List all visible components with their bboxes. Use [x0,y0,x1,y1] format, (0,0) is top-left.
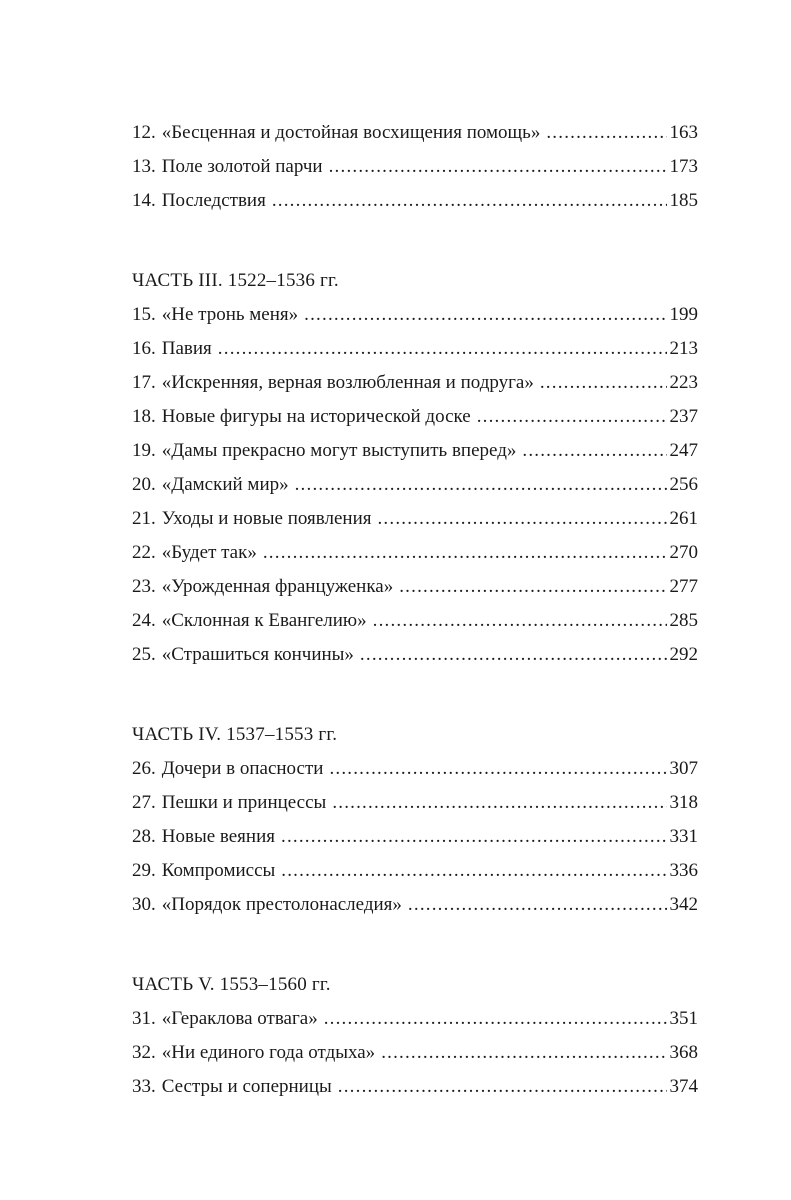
page-number: 307 [669,758,698,779]
chapter-number: 20. [132,474,156,495]
dot-leader [272,184,667,218]
chapter-title: Новые фигуры на исторической доске [161,406,471,427]
dot-leader [381,1036,666,1070]
chapter-number: 21. [132,508,156,529]
toc-entry[interactable] [132,638,698,672]
chapter-number: 32. [132,1042,156,1063]
toc-entry[interactable] [132,332,698,366]
chapter-number: 15. [132,304,156,325]
dot-leader [338,1070,667,1104]
chapter-title: «Дамы прекрасно могут выступить вперед» [161,440,517,461]
dot-leader [329,752,666,786]
chapter-number: 31. [132,1008,156,1029]
chapter-title: Пешки и принцессы [161,792,327,813]
chapter-title: «Урожденная француженка» [161,576,394,597]
toc-entry[interactable] [132,1036,698,1070]
chapter-title: Последствия [161,190,266,211]
chapter-number: 22. [132,542,156,563]
chapter-title: «Страшиться кончины» [161,644,354,665]
dot-leader [373,604,667,638]
toc-entry[interactable] [132,116,698,150]
toc-entry[interactable] [132,1070,698,1104]
part-heading: ЧАСТЬ V. 1553–1560 гг. [132,974,331,995]
chapter-number: 25. [132,644,156,665]
chapter-title: «Порядок престолонаследия» [161,894,402,915]
chapter-number: 27. [132,792,156,813]
part-heading: ЧАСТЬ III. 1522–1536 гг. [132,270,339,291]
toc-entry[interactable] [132,298,698,332]
page-number: 237 [669,406,698,427]
page-number: 199 [669,304,698,325]
chapter-title: Компромиссы [161,860,276,881]
toc-entry[interactable] [132,434,698,468]
dot-leader [263,536,667,570]
page-number: 331 [669,826,698,847]
chapter-title: «Не тронь меня» [161,304,299,325]
chapter-title: Павия [161,338,212,359]
dot-leader [399,570,666,604]
part-heading: ЧАСТЬ IV. 1537–1553 гг. [132,724,338,745]
toc-entry[interactable] [132,1002,698,1036]
page-number: 163 [669,122,698,143]
chapter-number: 23. [132,576,156,597]
page-number: 336 [669,860,698,881]
chapter-title: «Гераклова отвага» [161,1008,318,1029]
chapter-number: 28. [132,826,156,847]
page-number: 318 [669,792,698,813]
toc-entry[interactable] [132,502,698,536]
toc-part-3 [132,264,698,672]
page-number: 261 [669,508,698,529]
chapter-title: «Искренняя, верная возлюбленная и подруга» [161,372,534,393]
toc-entry[interactable] [132,536,698,570]
page-number: 213 [669,338,698,359]
toc-entry[interactable] [132,468,698,502]
page-number: 374 [669,1076,698,1097]
toc-entry[interactable] [132,400,698,434]
page-number: 256 [669,474,698,495]
dot-leader [295,468,667,502]
toc-entry[interactable] [132,752,698,786]
dot-leader [281,854,666,888]
chapter-title: Сестры и соперницы [161,1076,332,1097]
page-number: 368 [669,1042,698,1063]
chapter-number: 24. [132,610,156,631]
chapter-title: «Ни единого года отдыха» [161,1042,376,1063]
page-number: 285 [669,610,698,631]
page-number: 173 [669,156,698,177]
chapter-number: 30. [132,894,156,915]
dot-leader [546,116,666,150]
dot-leader [540,366,667,400]
toc-entry[interactable] [132,786,698,820]
dot-leader [329,150,667,184]
chapter-number: 17. [132,372,156,393]
dot-leader [218,332,667,366]
page-number: 351 [669,1008,698,1029]
toc-entry[interactable] [132,570,698,604]
toc-entry[interactable] [132,366,698,400]
chapter-title: Дочери в опасности [161,758,324,779]
chapter-title: Новые веяния [161,826,275,847]
chapter-number: 18. [132,406,156,427]
chapter-title: «Будет так» [161,542,257,563]
dot-leader [522,434,666,468]
chapter-number: 16. [132,338,156,359]
chapter-number: 29. [132,860,156,881]
toc-entry[interactable] [132,820,698,854]
dot-leader [408,888,667,922]
page-number: 185 [669,190,698,211]
dot-leader [477,400,667,434]
table-of-contents [132,116,698,1104]
chapter-number: 26. [132,758,156,779]
toc-part-5 [132,968,698,1104]
page-number: 223 [669,372,698,393]
page-number: 342 [669,894,698,915]
chapter-title: «Склонная к Евангелию» [161,610,367,631]
dot-leader [324,1002,667,1036]
chapter-number: 19. [132,440,156,461]
chapter-number: 14. [132,190,156,211]
dot-leader [360,638,667,672]
chapter-number: 12. [132,122,156,143]
page-number: 277 [669,576,698,597]
chapter-number: 33. [132,1076,156,1097]
chapter-title: Поле золотой парчи [161,156,323,177]
toc-entry[interactable] [132,184,698,218]
chapter-title: «Дамский мир» [161,474,289,495]
page-number: 270 [669,542,698,563]
toc-entry[interactable] [132,604,698,638]
dot-leader [377,502,666,536]
toc-part-4 [132,718,698,922]
dot-leader [332,786,666,820]
toc-part-continuation [132,116,698,218]
dot-leader [281,820,667,854]
toc-entry[interactable] [132,888,698,922]
toc-entry[interactable] [132,150,698,184]
chapter-number: 13. [132,156,156,177]
dot-leader [304,298,666,332]
page-number: 247 [669,440,698,461]
toc-entry[interactable] [132,854,698,888]
chapter-title: «Бесценная и достойная восхищения помощь» [161,122,541,143]
chapter-title: Уходы и новые появления [161,508,372,529]
page-number: 292 [669,644,698,665]
